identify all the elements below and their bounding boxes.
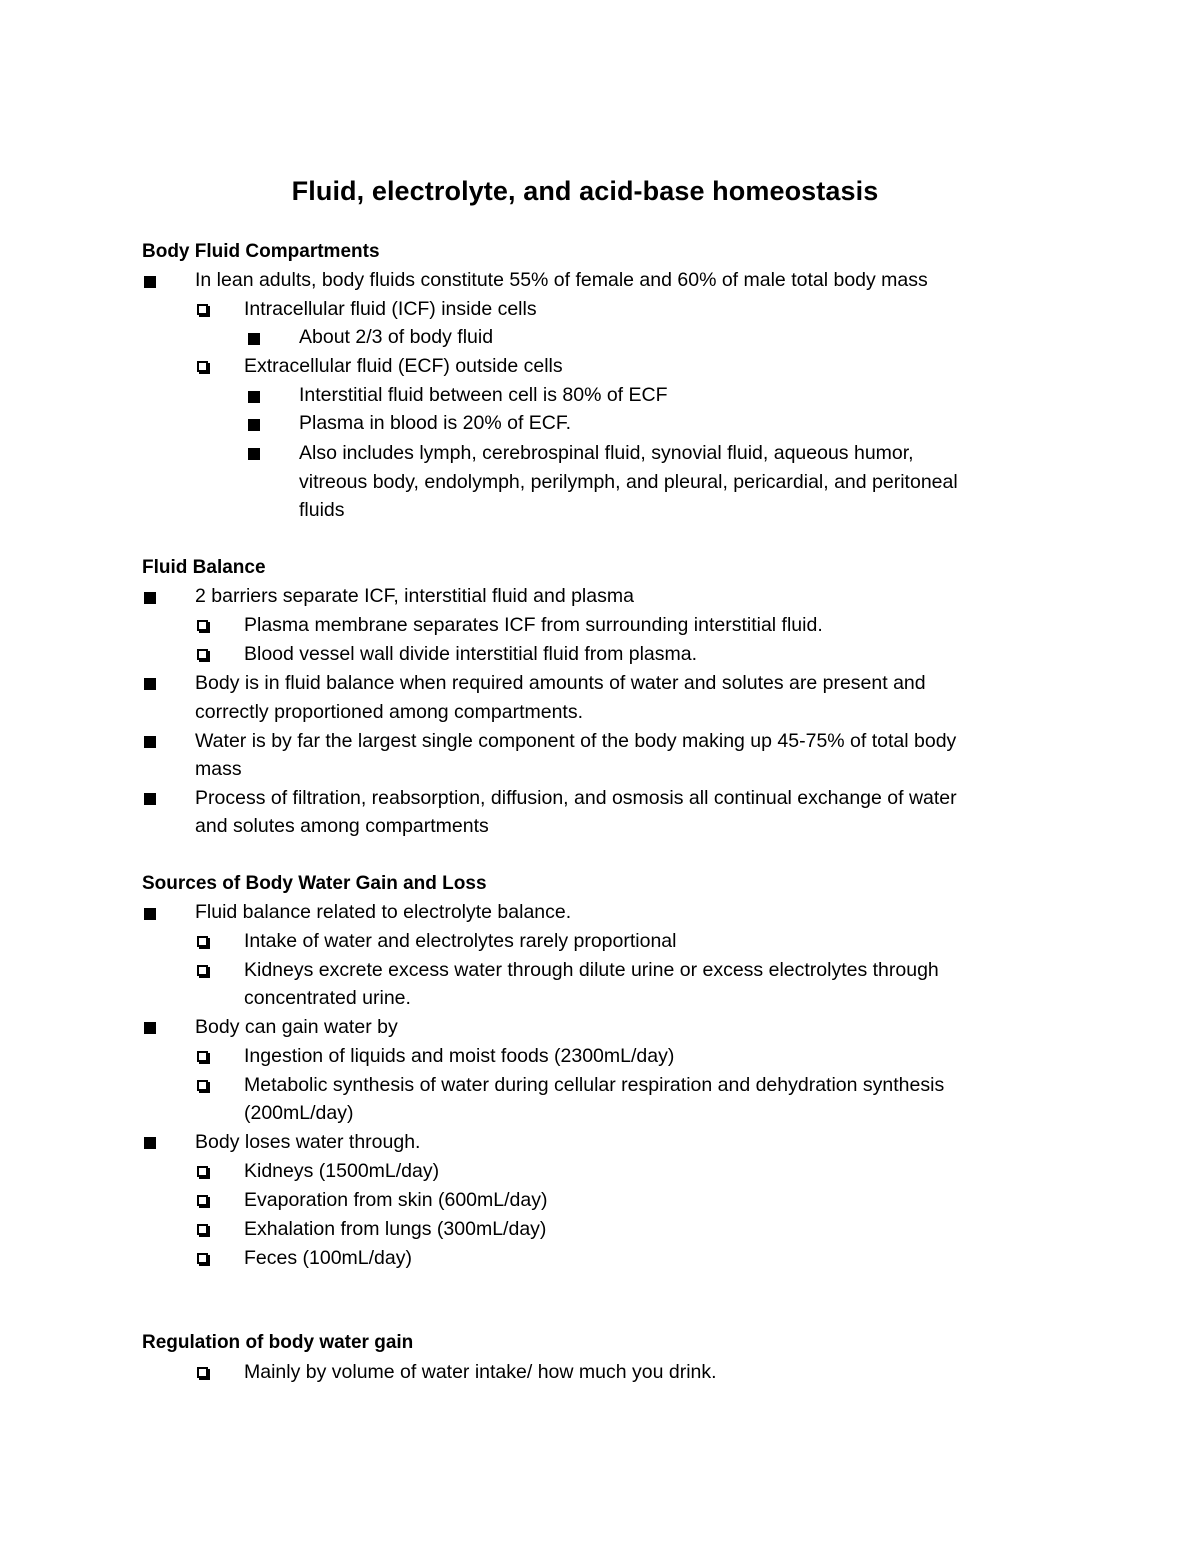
square-bullet-icon (144, 793, 156, 805)
square-bullet-icon (144, 276, 156, 288)
checkbox-bullet-icon (197, 965, 208, 976)
section-heading-regulation: Regulation of body water gain (142, 1332, 414, 1353)
document-title: Fluid, electrolyte, and acid-base homeostasis (291, 176, 879, 206)
checkbox-bullet-icon (197, 304, 208, 315)
section-heading-body-fluid-compartments: Body Fluid Compartments (142, 241, 380, 262)
square-bullet-icon (248, 448, 260, 460)
checkbox-bullet-icon (197, 1080, 208, 1091)
square-bullet-icon (144, 592, 156, 604)
square-bullet-icon (144, 1022, 156, 1034)
checkbox-bullet-icon (197, 1195, 208, 1206)
section-heading-sources-of-body-water: Sources of Body Water Gain and Loss (142, 873, 487, 894)
checkbox-bullet-icon (197, 1253, 208, 1264)
checkbox-bullet-icon (197, 1051, 208, 1062)
document-page: Fluid, electrolyte, and acid-base homeostasis Body Fluid Compartments In lean adults, body fluids constitute 55% of female and 60% of male total body mass Intracellular fluid (ICF) inside cells About 2/3 of body fluid Extracellular fluid (ECF) outside cells Interstitial fluid between cell is 80% of ECF Plasma in blood is 20% of ECF. Also includes lymph, cerebrospinal fluid, synovial fluid, aqueous humor, vitreous body, endolymph, perilymph, and pleural, pericardial, and peritoneal fluids Fluid Balance 2 barriers separate ICF, interstitial fluid and plasma Plasma membrane separates ICF from surrounding interstitial fluid. Blood vessel wall divide interstitial fluid from plasma. Body is in fluid balance when required amounts of water and solutes are present and correctly proportioned among compartments. Water is by far the largest single component of the body making up 45-75% of total body mass Process of filtration, reabsorption, diffusion, and osmosis all continual exchange of water and solutes among compartments Sources of Body Water Gain and Loss Fluid balance related to electrolyte balance. Intake of water and electrolytes rarely proportional Kidneys excrete excess water through dilute urine or excess electrolytes through concentrated urine. Body can gain water by Ingestion of liquids and moist foods (2300mL/day) Metabolic synthesis of water during cellular respiration and dehydration synthesis (200mL/day) Body loses water through. Kidneys (1500mL/day) Evaporation from skin (600mL/day) Exhalation from lungs (300mL/day) Feces (100mL/day) Regulation of body water gain Mainly by volume of water intake/ how much you drink. (0, 0, 1200, 1553)
square-bullet-icon (144, 908, 156, 920)
checkbox-bullet-icon (197, 361, 208, 372)
square-bullet-icon (248, 391, 260, 403)
checkbox-bullet-icon (197, 620, 208, 631)
checkbox-bullet-icon (197, 1224, 208, 1235)
checkbox-bullet-icon (197, 936, 208, 947)
square-bullet-icon (144, 678, 156, 690)
square-bullet-icon (248, 333, 260, 345)
square-bullet-icon (144, 736, 156, 748)
square-bullet-icon (248, 419, 260, 431)
square-bullet-icon (144, 1137, 156, 1149)
checkbox-bullet-icon (197, 1166, 208, 1177)
checkbox-bullet-icon (197, 649, 208, 660)
checkbox-bullet-icon (197, 1367, 208, 1378)
section-heading-fluid-balance: Fluid Balance (142, 557, 266, 578)
